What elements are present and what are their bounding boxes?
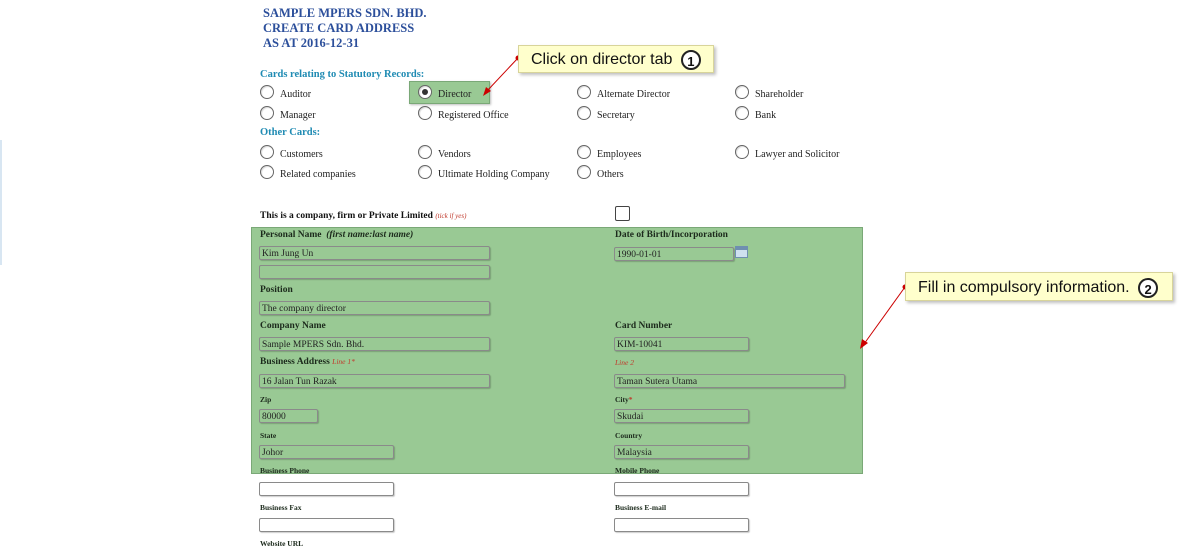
city-label-text: City xyxy=(615,395,629,404)
state-label: State xyxy=(260,431,277,440)
label-director[interactable]: Director xyxy=(438,89,472,100)
label-others: Others xyxy=(597,169,624,180)
label-alternate-director: Alternate Director xyxy=(597,89,671,100)
zip-input[interactable]: 80000 xyxy=(259,409,318,423)
address-line2-input[interactable]: Taman Sutera Utama xyxy=(614,374,845,388)
other-section-title: Other Cards: xyxy=(260,127,321,138)
business-address-label-text: Business Address xyxy=(260,357,330,367)
statutory-section-title: Cards relating to Statutory Records: xyxy=(260,69,425,80)
mobile-phone-label: Mobile Phone xyxy=(615,466,660,475)
position-label: Position xyxy=(260,285,293,295)
label-lawyer-solicitor: Lawyer and Solicitor xyxy=(755,149,840,160)
line1-hint: Line 1* xyxy=(332,357,355,366)
business-fax-label: Business Fax xyxy=(260,503,302,512)
arrow-2-line xyxy=(864,287,905,344)
personal-name-label-text: Personal Name xyxy=(260,230,322,240)
callout-step-2-number: 2 xyxy=(1138,278,1158,298)
label-customers: Customers xyxy=(280,149,323,160)
city-label: City* xyxy=(615,395,633,404)
website-label: Website URL xyxy=(260,539,304,548)
label-ultimate-holding: Ultimate Holding Company xyxy=(438,169,550,180)
callout-step-2-text: Fill in compulsory information. xyxy=(918,279,1130,296)
position-input[interactable]: The company director xyxy=(259,301,490,315)
personal-name-input-1[interactable]: Kim Jung Un xyxy=(259,246,490,260)
business-email-label: Business E-mail xyxy=(615,503,667,512)
label-manager: Manager xyxy=(280,110,316,121)
card-number-input[interactable]: KIM-10041 xyxy=(614,337,749,351)
label-auditor: Auditor xyxy=(280,89,312,100)
company-name: SAMPLE MPERS SDN. BHD. xyxy=(263,6,427,20)
report-date: AS AT 2016-12-31 xyxy=(263,36,360,50)
label-shareholder: Shareholder xyxy=(755,89,804,100)
callout-step-1-number: 1 xyxy=(681,50,701,70)
label-registered-office: Registered Office xyxy=(438,110,509,121)
company-toggle-label: This is a company, firm or Private Limited xyxy=(260,211,433,221)
company-name-label: Company Name xyxy=(260,321,326,331)
company-name-input[interactable]: Sample MPERS Sdn. Bhd. xyxy=(259,337,490,351)
card-number-label: Card Number xyxy=(615,321,673,331)
dob-input[interactable]: 1990-01-01 xyxy=(614,247,734,261)
arrow-1-line xyxy=(487,58,518,91)
line2-hint: Line 2 xyxy=(615,358,634,367)
country-input[interactable]: Malaysia xyxy=(614,445,749,459)
label-related-companies: Related companies xyxy=(280,169,356,180)
company-toggle-hint: (tick if yes) xyxy=(435,212,467,220)
label-vendors: Vendors xyxy=(438,149,471,160)
country-label: Country xyxy=(615,431,643,440)
label-secretary: Secretary xyxy=(597,110,635,121)
state-input[interactable]: Johor xyxy=(259,445,394,459)
label-bank: Bank xyxy=(755,110,777,121)
business-phone-label: Business Phone xyxy=(260,466,310,475)
callout-step-2 xyxy=(905,272,1173,301)
city-input[interactable]: Skudai xyxy=(614,409,749,423)
label-employees: Employees xyxy=(597,149,642,160)
callout-step-1 xyxy=(518,45,714,73)
dob-label: Date of Birth/Incorporation xyxy=(615,230,728,240)
zip-label: Zip xyxy=(260,395,272,404)
report-title: CREATE CARD ADDRESS xyxy=(263,21,415,35)
callout-step-1-text: Click on director tab xyxy=(531,51,673,68)
address-line1-input[interactable]: 16 Jalan Tun Razak xyxy=(259,374,490,388)
personal-name-hint: (first name:last name) xyxy=(326,230,414,240)
